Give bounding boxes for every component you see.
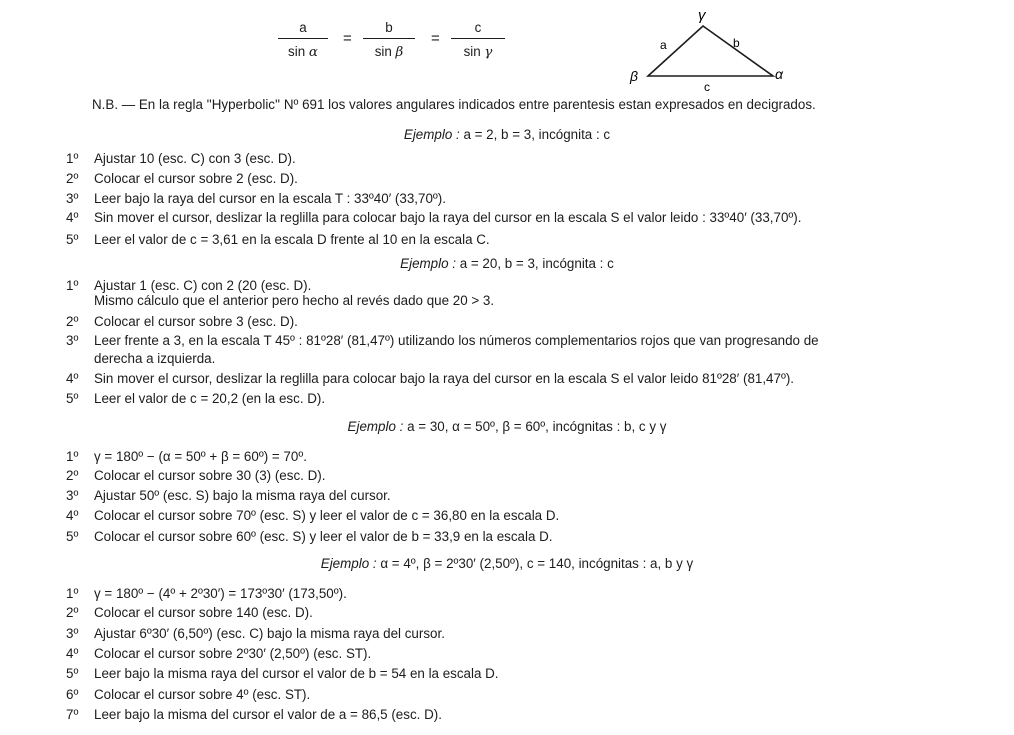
step-number: 1º <box>66 586 79 601</box>
example-label: Ejemplo : <box>403 127 460 142</box>
step-number: 4º <box>66 646 79 661</box>
triangle-diagram <box>620 2 800 97</box>
step-text: Leer bajo la misma del cursor el valor de a = 86,5 (esc. D). <box>94 707 442 722</box>
step-number: 4º <box>66 210 79 225</box>
equals-sign: = <box>343 30 352 47</box>
equals-sign: = <box>431 30 440 47</box>
example-label: Ejemplo : <box>400 256 456 271</box>
step-text: Sin mover el cursor, deslizar la reglilla para colocar bajo la raya del cursor en la escala S el valor leido 81º28′ (81,47º). <box>94 371 795 386</box>
step-number: 5º <box>66 666 79 681</box>
fraction-denominator: sin α <box>288 44 318 60</box>
step-text: Colocar el cursor sobre 30 (3) (esc. D). <box>94 468 326 483</box>
formula-fraction-b <box>363 20 415 60</box>
step-text: Colocar el cursor sobre 2 (esc. D). <box>94 171 298 186</box>
fraction-numerator: b <box>363 20 415 39</box>
step-number: 1º <box>66 151 79 166</box>
example-label: Ejemplo : <box>347 419 404 434</box>
step-text: derecha a izquierda. <box>94 351 216 366</box>
side-a-label: a <box>660 38 667 52</box>
example-values: a = 2, b = 3, incógnita : c <box>463 127 611 142</box>
step-text: Colocar el cursor sobre 70º (esc. S) y leer el valor de c = 36,80 en la escala D. <box>94 508 560 523</box>
step-number: 2º <box>66 605 79 620</box>
step-text: γ = 180º − (α = 50º + β = 60º) = 70º. <box>94 449 307 464</box>
note-text: N.B. — En la regla ''Hyperbolic'' Nº 691 los valores angulares indicados entre parentesis estan expresados en decigrados. <box>92 97 816 112</box>
example-heading-1 <box>0 127 1014 142</box>
step-number: 1º <box>66 449 79 464</box>
formula-fraction-c <box>451 20 505 60</box>
step-text: Leer el valor de c = 3,61 en la escala D frente al 10 en la escala C. <box>94 232 490 247</box>
example-values: a = 20, b = 3, incógnita : c <box>459 256 614 271</box>
example-values: α = 4º, β = 2º30′ (2,50º), c = 140, incógnitas : a, b y γ <box>380 556 694 571</box>
step-number: 5º <box>66 391 79 406</box>
step-text: Leer bajo la raya del cursor en la escala T : 33º40′ (33,70º). <box>94 191 446 206</box>
step-text: Colocar el cursor sobre 60º (esc. S) y leer el valor de b = 33,9 en la escala D. <box>94 529 553 544</box>
triangle-shape <box>648 26 773 76</box>
fraction-denominator: sin β <box>374 44 404 60</box>
side-b-label: b <box>733 36 740 50</box>
step-number: 3º <box>66 191 79 206</box>
step-text: Sin mover el cursor, deslizar la reglilla para colocar bajo la raya del cursor en la escala S el valor leido : 33º40′ (33,70º). <box>94 210 802 225</box>
example-label: Ejemplo : <box>320 556 377 571</box>
step-text: Colocar el cursor sobre 4º (esc. ST). <box>94 687 311 702</box>
step-text: Ajustar 50º (esc. S) bajo la misma raya del cursor. <box>94 488 391 503</box>
angle-beta-label: β <box>630 68 638 84</box>
step-number: 6º <box>66 687 79 702</box>
step-text: Colocar el cursor sobre 3 (esc. D). <box>94 314 298 329</box>
angle-alpha-label: α <box>775 66 783 82</box>
side-c-label: c <box>704 80 710 94</box>
step-number: 2º <box>66 314 79 329</box>
step-text: Leer el valor de c = 20,2 (en la esc. D). <box>94 391 326 406</box>
example-heading-4 <box>0 556 1014 571</box>
step-number: 7º <box>66 707 79 722</box>
step-number: 1º <box>66 278 79 293</box>
example-values: a = 30, α = 50º, β = 60º, incógnitas : b, c y γ <box>407 419 667 434</box>
example-heading-2 <box>0 256 1014 271</box>
step-number: 5º <box>66 529 79 544</box>
step-number: 2º <box>66 171 79 186</box>
step-text: Colocar el cursor sobre 2º30′ (2,50º) (esc. ST). <box>94 646 372 661</box>
example-heading-3 <box>0 419 1014 434</box>
step-text: Ajustar 1 (esc. C) con 2 (20 (esc. D). <box>94 278 312 293</box>
fraction-numerator: a <box>278 20 328 39</box>
step-text: Colocar el cursor sobre 140 (esc. D). <box>94 605 313 620</box>
step-text: Leer bajo la misma raya del cursor el valor de b = 54 en la escala D. <box>94 666 499 681</box>
step-text: Leer frente a 3, en la escala T 45º : 81º28′ (81,47º) utilizando los números complementarios rojos que van progresando de <box>94 333 819 348</box>
step-number: 3º <box>66 626 79 641</box>
fraction-denominator: sin γ <box>463 44 493 60</box>
angle-gamma-label: γ <box>698 7 706 24</box>
step-text: Ajustar 6º30′ (6,50º) (esc. C) bajo la misma raya del cursor. <box>94 626 445 641</box>
step-number: 5º <box>66 232 79 247</box>
step-text: Ajustar 10 (esc. C) con 3 (esc. D). <box>94 151 296 166</box>
step-text: γ = 180º − (4º + 2º30′) = 173º30′ (173,50º). <box>94 586 347 601</box>
fraction-numerator: c <box>451 20 505 39</box>
step-text: Mismo cálculo que el anterior pero hecho al revés dado que 20 > 3. <box>94 293 495 308</box>
step-number: 3º <box>66 488 79 503</box>
step-number: 2º <box>66 468 79 483</box>
step-number: 3º <box>66 333 79 348</box>
step-number: 4º <box>66 508 79 523</box>
step-number: 4º <box>66 371 79 386</box>
formula-fraction-a <box>278 20 328 60</box>
